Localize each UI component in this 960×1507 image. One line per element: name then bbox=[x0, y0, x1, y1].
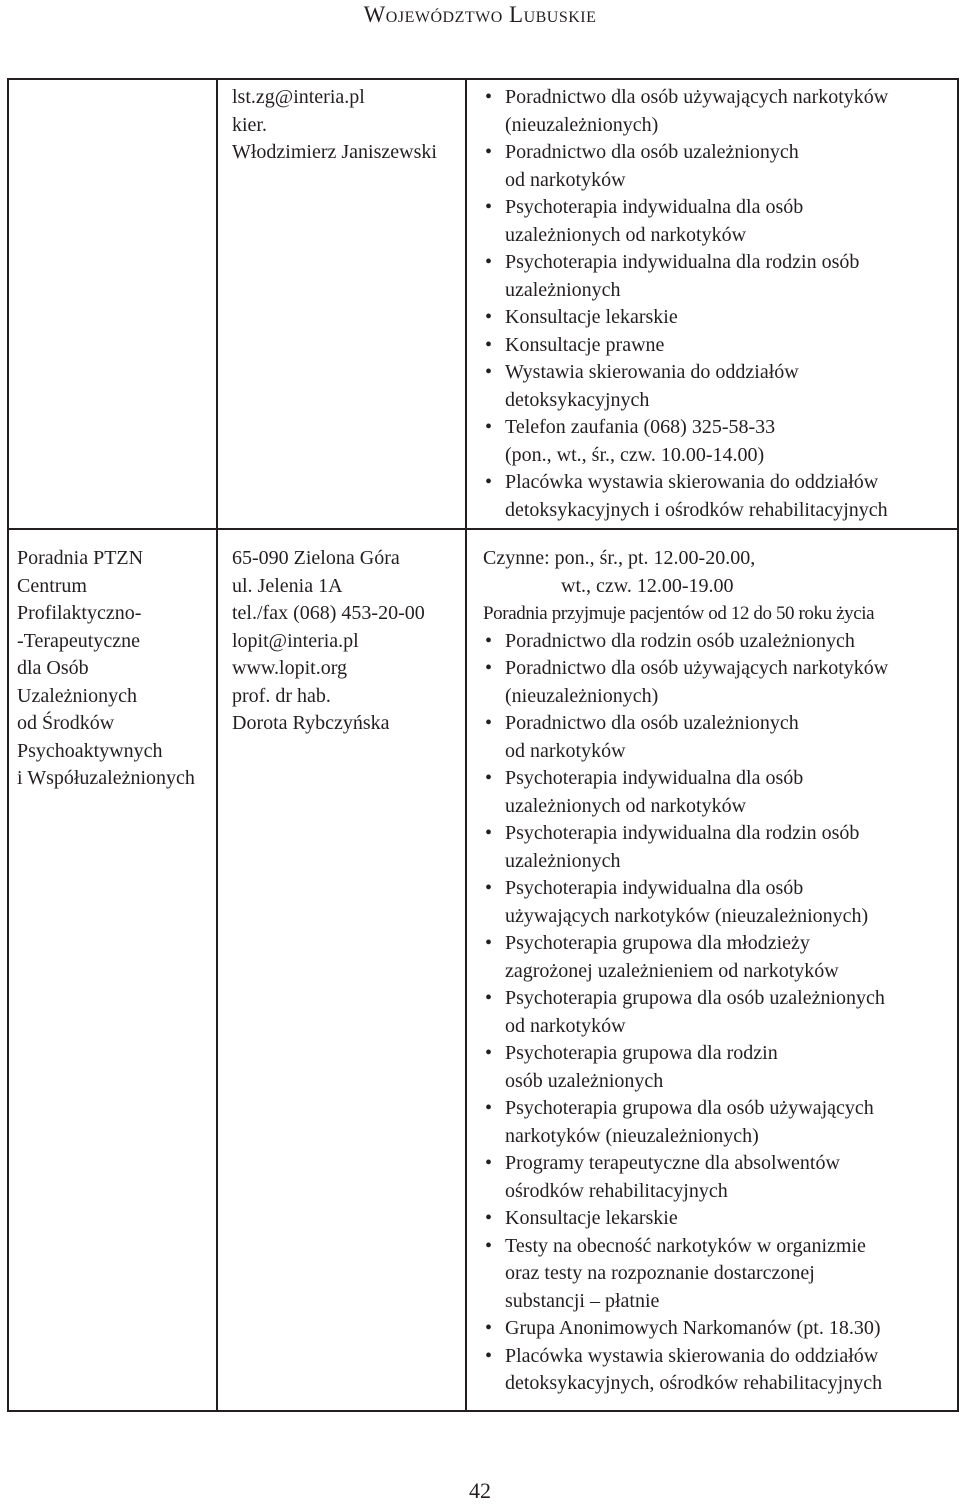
contact-cell bbox=[217, 529, 466, 1411]
contact-cell bbox=[217, 79, 466, 529]
service-text: ośrodków rehabilitacyjnych bbox=[505, 1179, 728, 1202]
service-text: • Wystawia skierowania do oddziałów bbox=[505, 361, 799, 383]
facilities-table bbox=[7, 78, 959, 1412]
service-text: detoksykacyjnych i ośrodków rehabilitacyjnych bbox=[505, 498, 888, 521]
service-item bbox=[483, 249, 953, 304]
page-number: 42 bbox=[469, 1478, 491, 1503]
facility-name-line: Centrum bbox=[17, 574, 87, 597]
contact-line: www.lopit.org bbox=[232, 657, 347, 679]
service-text: uzależnionych od narkotyków bbox=[505, 223, 747, 246]
service-text: • Telefon zaufania (068) 325-58-33 bbox=[505, 416, 776, 438]
opening-hours-line: wt., czw. 12.00-19.00 bbox=[561, 574, 734, 597]
contact-line: ul. Jelenia 1A bbox=[232, 574, 343, 597]
service-item bbox=[483, 628, 953, 656]
service-item bbox=[483, 985, 953, 1040]
service-text: zagrożonej uzależnieniem od narkotyków bbox=[505, 959, 839, 982]
service-text: używających narkotyków (nieuzależnionych) bbox=[505, 904, 869, 927]
service-item bbox=[483, 710, 953, 765]
service-item bbox=[483, 1315, 953, 1343]
service-text: • Poradnictwo dla osób uzależnionych bbox=[505, 712, 799, 734]
service-text: od narkotyków bbox=[505, 1014, 626, 1037]
facility-name-line: dla Osób bbox=[17, 657, 89, 679]
service-item bbox=[483, 139, 953, 194]
contact-line: kier. bbox=[232, 113, 267, 136]
services-cell bbox=[466, 79, 958, 529]
service-item bbox=[483, 875, 953, 930]
service-text: (pon., wt., śr., czw. 10.00-14.00) bbox=[505, 443, 765, 466]
contact-line: prof. dr hab. bbox=[232, 684, 331, 707]
service-item bbox=[483, 414, 953, 469]
age-range-note: Poradnia przyjmuje pacjentów od 12 do 50 roku życia bbox=[483, 603, 875, 624]
service-text: • Poradnictwo dla osób używających narkotyków bbox=[505, 86, 889, 108]
service-text: • Programy terapeutyczne dla absolwentów bbox=[505, 1152, 840, 1174]
service-text: • Psychoterapia grupowa dla osób używających bbox=[505, 1097, 874, 1119]
service-text: od narkotyków bbox=[505, 168, 626, 191]
service-text: osób uzależnionych bbox=[505, 1069, 664, 1092]
contact-line: tel./fax (068) 453-20-00 bbox=[232, 602, 425, 624]
facility-name-cell bbox=[8, 79, 217, 529]
service-item bbox=[483, 359, 953, 414]
table-row bbox=[8, 79, 958, 529]
service-text: • Psychoterapia grupowa dla osób uzależnionych bbox=[505, 987, 885, 1009]
service-text: (nieuzależnionych) bbox=[505, 113, 659, 136]
service-text: substancji – płatnie bbox=[505, 1289, 660, 1312]
service-text: (nieuzależnionych) bbox=[505, 684, 659, 707]
service-text: uzależnionych bbox=[505, 278, 621, 301]
facility-name-line: Profilaktyczno- bbox=[17, 602, 142, 624]
service-text: • Psychoterapia indywidualna dla rodzin osób bbox=[505, 822, 860, 844]
services-list bbox=[483, 84, 953, 524]
table-row bbox=[8, 529, 958, 1411]
services-list bbox=[483, 628, 953, 1398]
service-item bbox=[483, 1205, 953, 1233]
contact-line: Włodzimierz Janiszewski bbox=[232, 141, 437, 163]
service-text: • Psychoterapia grupowa dla rodzin bbox=[505, 1042, 778, 1064]
service-text: • Psychoterapia indywidualna dla osób bbox=[505, 196, 804, 218]
service-item bbox=[483, 1233, 953, 1316]
service-text: • Poradnictwo dla osób uzależnionych bbox=[505, 141, 799, 163]
service-text: • Konsultacje lekarskie bbox=[505, 306, 678, 328]
facility-name-line: i Współuzależnionych bbox=[17, 767, 195, 789]
service-text: uzależnionych od narkotyków bbox=[505, 794, 747, 817]
facility-name-cell bbox=[8, 529, 217, 1411]
facility-name-line: od Środków bbox=[17, 712, 115, 734]
service-item bbox=[483, 765, 953, 820]
service-text: oraz testy na rozpoznanie dostarczonej bbox=[505, 1262, 815, 1284]
opening-hours-line: Czynne: pon., śr., pt. 12.00-20.00, bbox=[483, 547, 756, 569]
services-cell bbox=[466, 529, 958, 1411]
service-text: uzależnionych bbox=[505, 849, 621, 872]
service-text: • Placówka wystawia skierowania do oddziałów bbox=[505, 471, 879, 493]
service-text: • Placówka wystawia skierowania do oddziałów bbox=[505, 1344, 879, 1367]
service-text: • Psychoterapia indywidualna dla rodzin osób bbox=[505, 251, 860, 273]
service-text: • Testy na obecność narkotyków w organizmie bbox=[505, 1234, 866, 1257]
service-item bbox=[483, 1040, 953, 1095]
service-item bbox=[483, 1343, 953, 1398]
service-text: • Konsultacje lekarskie bbox=[505, 1207, 678, 1229]
service-text: • Poradnictwo dla rodzin osób uzależnionych bbox=[505, 629, 855, 652]
service-text: • Konsultacje prawne bbox=[505, 333, 665, 356]
facility-name-line: -Terapeutyczne bbox=[17, 629, 140, 652]
service-text: narkotyków (nieuzależnionych) bbox=[505, 1124, 759, 1147]
service-item bbox=[483, 194, 953, 249]
service-text: • Psychoterapia indywidualna dla osób bbox=[505, 767, 804, 789]
service-item bbox=[483, 84, 953, 139]
service-text: detoksykacyjnych, ośrodków rehabilitacyjnych bbox=[505, 1372, 883, 1394]
contact-line: 65-090 Zielona Góra bbox=[232, 547, 400, 569]
facility-name-line: Psychoaktywnych bbox=[17, 739, 163, 762]
service-item bbox=[483, 1095, 953, 1150]
service-item bbox=[483, 930, 953, 985]
service-item bbox=[483, 820, 953, 875]
facility-name-line: Uzależnionych bbox=[17, 684, 137, 707]
service-text: • Psychoterapia indywidualna dla osób bbox=[505, 877, 804, 899]
page-header: Województwo Lubuskie bbox=[363, 2, 597, 27]
service-item bbox=[483, 1150, 953, 1205]
service-item bbox=[483, 304, 953, 332]
service-item bbox=[483, 332, 953, 360]
service-text: • Psychoterapia grupowa dla młodzieży bbox=[505, 932, 810, 954]
service-item bbox=[483, 655, 953, 710]
service-text: • Grupa Anonimowych Narkomanów (pt. 18.30) bbox=[505, 1317, 881, 1339]
contact-line: lst.zg@interia.pl bbox=[232, 86, 365, 108]
facility-name-line: Poradnia PTZN bbox=[17, 547, 144, 569]
contact-line: lopit@interia.pl bbox=[232, 629, 359, 652]
contact-line: Dorota Rybczyńska bbox=[232, 712, 390, 734]
service-item bbox=[483, 469, 953, 524]
service-text: • Poradnictwo dla osób używających narkotyków bbox=[505, 657, 889, 679]
service-text: detoksykacyjnych bbox=[505, 388, 650, 411]
service-text: od narkotyków bbox=[505, 739, 626, 762]
